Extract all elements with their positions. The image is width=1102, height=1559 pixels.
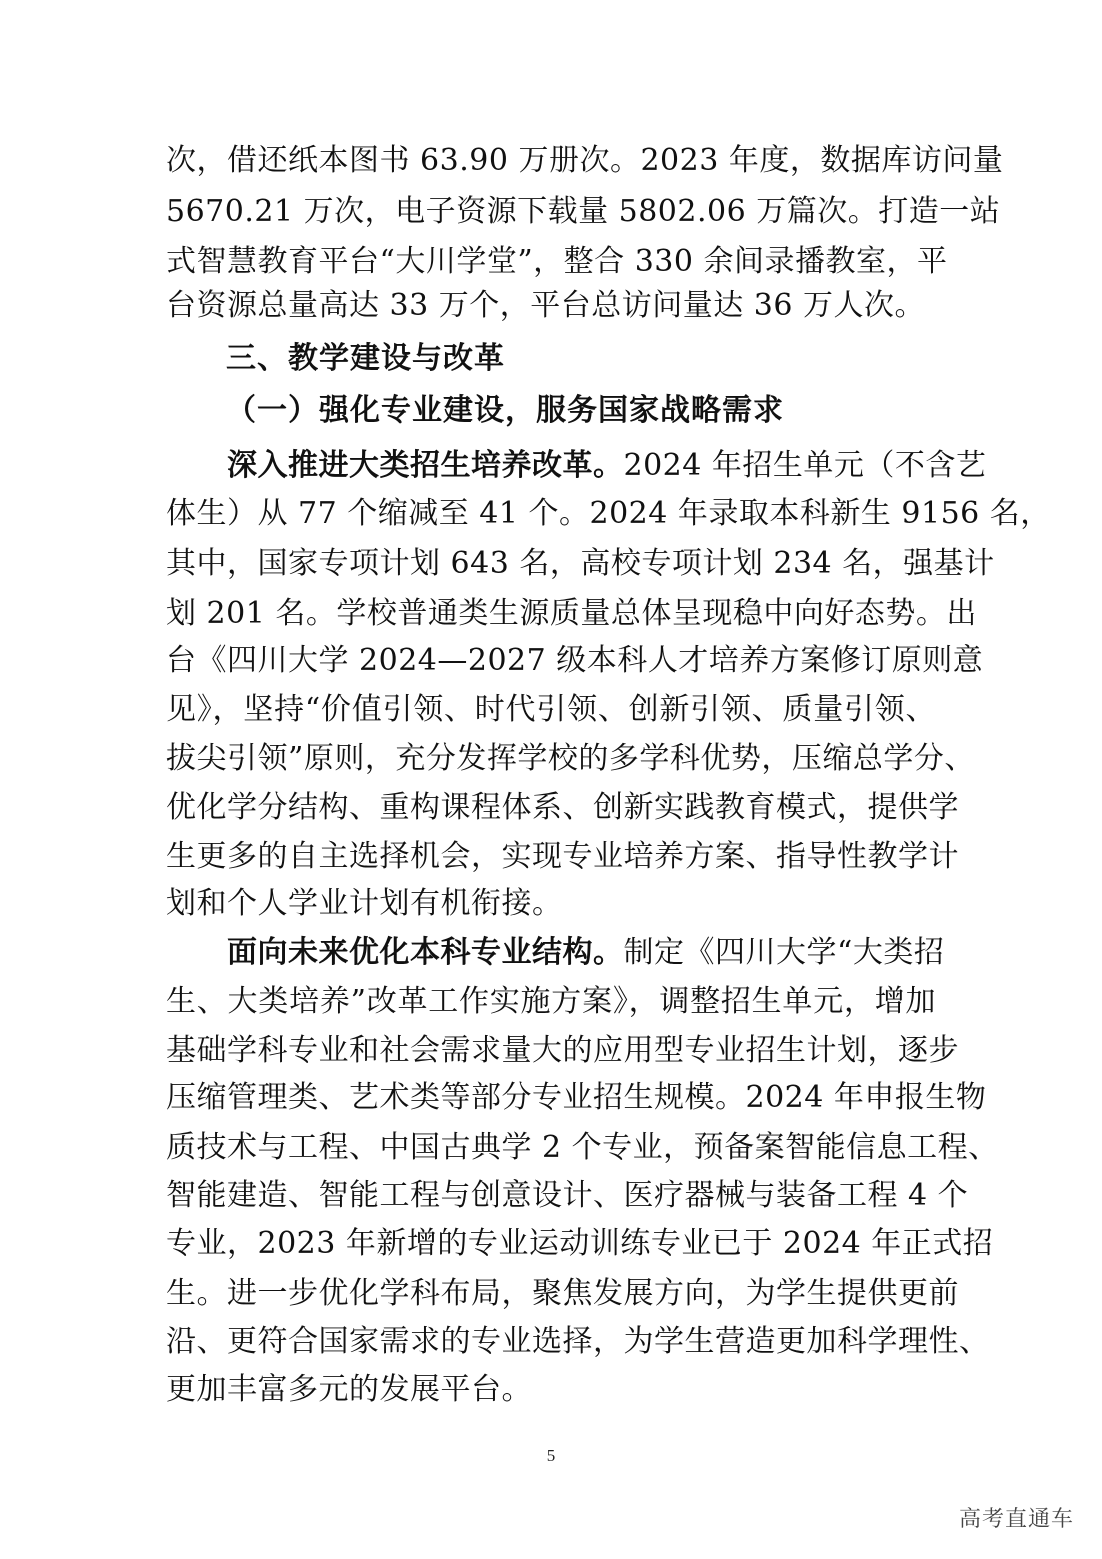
paragraph-1-line-10: 划和个人学业计划有机衔接。	[166, 886, 563, 921]
paragraph-2-lead: 面向未来优化本科专业结构。	[227, 935, 624, 970]
paragraph-1-line-3: 其中，国家专项计划 643 名，高校专项计划 234 名，强基计	[166, 546, 995, 581]
intro-line-1: 次，借还纸本图书 63.90 万册次。2023 年度，数据库访问量	[166, 143, 1004, 178]
paragraph-2-line-9: 沿、更符合国家需求的专业选择，为学生营造更加科学理性、	[166, 1324, 990, 1359]
intro-line-4: 台资源总量高达 33 万个，平台总访问量达 36 万人次。	[166, 288, 925, 323]
paragraph-2-line-5: 质技术与工程、中国古典学 2 个专业，预备案智能信息工程、	[166, 1130, 999, 1165]
paragraph-2-line-7: 专业，2023 年新增的专业运动训练专业已于 2024 年正式招	[166, 1226, 994, 1261]
intro-line-2: 5670.21 万次，电子资源下载量 5802.06 万篇次。打造一站	[166, 194, 1001, 229]
intro-line-3: 式智慧教育平台“大川学堂”，整合 330 余间录播教室，平	[166, 244, 948, 279]
watermark: 高考直通车	[958, 1507, 1074, 1532]
paragraph-1-line-5: 台《四川大学 2024—2027 级本科人才培养方案修订原则意	[166, 643, 984, 678]
paragraph-1-line-4: 划 201 名。学校普通类生源质量总体呈现稳中向好态势。出	[166, 596, 977, 631]
paragraph-1-line-9: 生更多的自主选择机会，实现专业培养方案、指导性教学计	[166, 839, 959, 874]
paragraph-1-line-6: 见》，坚持“价值引领、时代引领、创新引领、质量引领、	[166, 692, 936, 727]
page-number: 5	[546, 1446, 556, 1465]
paragraph-2-line-10: 更加丰富多元的发展平台。	[166, 1372, 532, 1407]
paragraph-2-line-8: 生。进一步优化学科布局，聚焦发展方向，为学生提供更前	[166, 1276, 959, 1311]
paragraph-1-lead: 深入推进大类招生培养改革。	[227, 448, 624, 483]
paragraph-1-line-7: 拔尖引领”原则，充分发挥学校的多学科优势，压缩总学分、	[166, 741, 975, 776]
paragraph-1-line-2: 体生）从 77 个缩减至 41 个。2024 年录取本科新生 9156 名，	[166, 496, 1051, 531]
paragraph-2-first-line-text: 制定《四川大学“大类招	[623, 935, 945, 970]
paragraph-2-line-6: 智能建造、智能工程与创意设计、医疗器械与装备工程 4 个	[166, 1178, 969, 1213]
subsection-heading: （一）强化专业建设，服务国家战略需求	[226, 393, 784, 428]
paragraph-2-line-3: 基础学科专业和社会需求量大的应用型专业招生计划，逐步	[166, 1033, 959, 1068]
paragraph-2-line-2: 生、大类培养”改革工作实施方案》，调整招生单元，增加	[166, 984, 936, 1019]
section-heading: 三、教学建设与改革	[226, 341, 505, 376]
paragraph-2-first-line	[227, 929, 945, 977]
paragraph-2-line-4: 压缩管理类、艺术类等部分专业招生规模。2024 年申报生物	[166, 1080, 987, 1115]
paragraph-1-first-line-text: 2024 年招生单元（不含艺	[623, 448, 987, 483]
paragraph-1-first-line	[227, 442, 987, 490]
paragraph-1-line-8: 优化学分结构、重构课程体系、创新实践教育模式，提供学	[166, 790, 959, 825]
